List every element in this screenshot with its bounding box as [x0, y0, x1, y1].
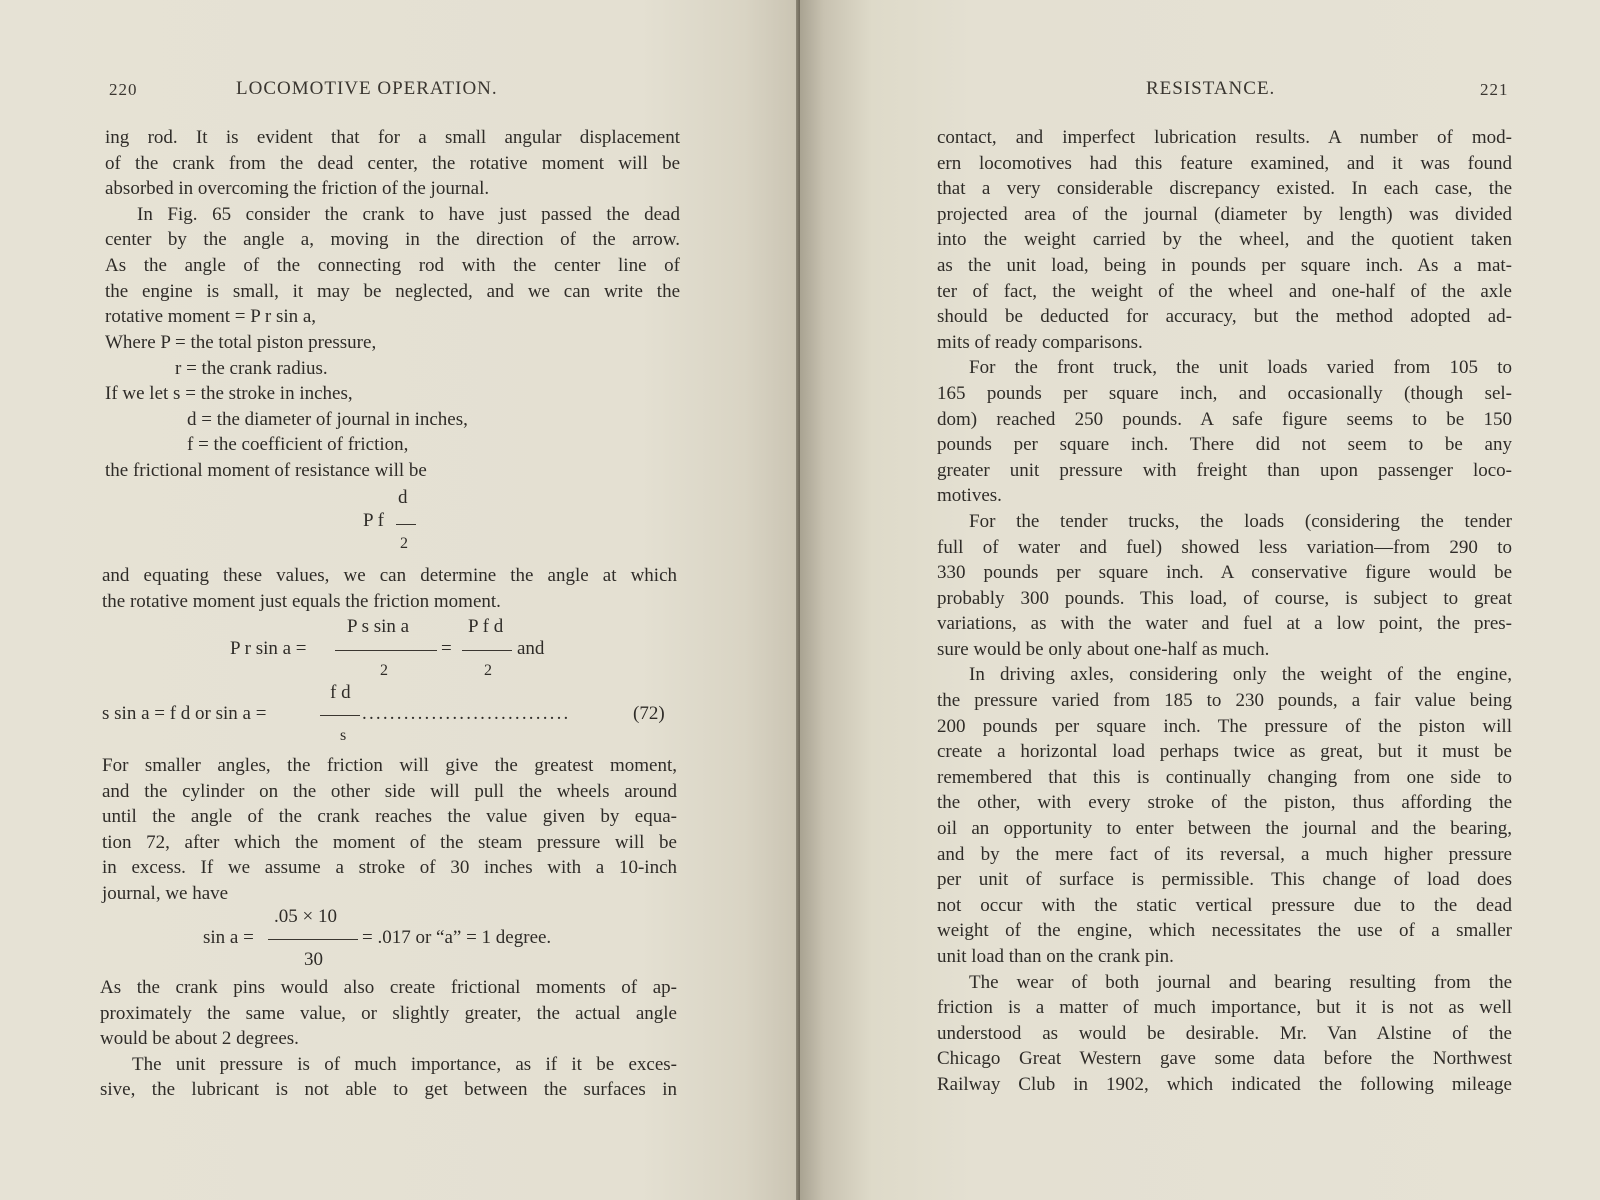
text-line: rotative moment = P r sin a, [105, 306, 317, 328]
text-line: contact, and imperfect lubrication results. A number of mod- [937, 127, 1512, 148]
text-line: friction is a matter of much importance, but it is not as well [937, 997, 1512, 1019]
formula4-rhs: = .017 or “a” = 1 degree. [362, 927, 552, 948]
left-page-number: 220 [109, 80, 138, 99]
formula2-denominator-1: 2 [380, 662, 388, 679]
text-line: For smaller angles, the friction will give the greatest moment, [102, 755, 677, 776]
text-line: per unit of surface is permissible. This change of load does [937, 869, 1512, 891]
definition-line: d = the diameter of journal in inches, [187, 408, 468, 430]
formula4-denominator: 30 [304, 949, 323, 970]
text-line: would be about 2 degrees. [100, 1028, 299, 1050]
formula2-fraction-bar-2 [462, 650, 512, 651]
text-line: into the weight carried by the wheel, and the quotient taken [937, 229, 1512, 251]
text-line: full of water and fuel) showed less variation—from 290 to [937, 536, 1512, 558]
formula2-equals: = [441, 638, 452, 659]
text-line: and by the mere fact of its reversal, a much higher pressure [937, 843, 1512, 865]
text-line: and the cylinder on the other side will pull the wheels around [102, 780, 677, 802]
text-line: weight of the engine, which necessitates the use of a smaller [937, 920, 1512, 942]
text-line: 165 pounds per square inch, and occasionally (though sel- [937, 382, 1512, 404]
formula4-fraction-bar [268, 939, 358, 940]
text-line: The unit pressure is of much importance, as if it be exces- [132, 1053, 677, 1075]
text-line: should be deducted for accuracy, but the method adopted ad- [937, 306, 1512, 328]
text-line: understood as would be desirable. Mr. Van Alstine of the [937, 1022, 1512, 1044]
left-text-block-3 [102, 753, 677, 907]
formula2-lhs: P r sin a = [230, 638, 307, 659]
right-running-head: RESISTANCE. [1146, 78, 1276, 99]
text-line: the pressure varied from 185 to 230 pounds, a fair value being [937, 690, 1512, 712]
formula3-numerator: f d [330, 682, 351, 703]
text-line: ing rod. It is evident that for a small angular displacement [105, 127, 680, 148]
text-line: sive, the lubricant is not able to get between the surfaces in [100, 1079, 677, 1101]
text-line: absorbed in overcoming the friction of the journal. [105, 178, 490, 200]
left-text-block-2 [102, 563, 677, 614]
text-line: Railway Club in 1902, which indicated the following mileage [937, 1073, 1512, 1095]
text-line: For the tender trucks, the loads (considering the tender [969, 510, 1512, 532]
formula1-lead: P f [363, 510, 384, 531]
left-text-block-1 [105, 125, 680, 330]
text-line: mits of ready comparisons. [937, 331, 1143, 353]
text-line: proximately the same value, or slightly greater, the actual angle [100, 1002, 677, 1024]
formula1-fraction-bar [396, 524, 416, 525]
formula4-numerator: .05 × 10 [274, 906, 337, 927]
text-line: until the angle of the crank reaches the value given by equa- [102, 806, 677, 828]
definition-line: f = the coefficient of friction, [187, 434, 409, 456]
definition-line: If we let s = the stroke in inches, [105, 383, 353, 405]
text-line: and equating these values, we can determine the angle at which [102, 565, 677, 586]
text-line: In driving axles, considering only the weight of the engine, [969, 664, 1512, 686]
text-line: oil an opportunity to enter between the journal and the bearing, [937, 818, 1512, 840]
formula4-lhs: sin a = [203, 927, 254, 948]
formula2-numerator-1: P s sin a [347, 616, 410, 637]
formula3-lhs: s sin a = f d or sin a = [102, 703, 267, 724]
text-line: 330 pounds per square inch. A conservative figure would be [937, 562, 1512, 584]
equation-number-72: (72) [633, 703, 665, 724]
text-line: In Fig. 65 consider the crank to have just passed the dead [137, 203, 680, 225]
right-page [800, 0, 1600, 1200]
text-line: projected area of the journal (diameter by length) was divided [937, 203, 1512, 225]
text-line: journal, we have [102, 882, 229, 904]
text-line: that a very considerable discrepancy existed. In each case, the [937, 178, 1512, 200]
text-line: unit load than on the crank pin. [937, 946, 1174, 967]
text-line: 200 pounds per square inch. The pressure of the piston will [937, 715, 1512, 737]
text-line: Chicago Great Western gave some data before the Northwest [937, 1048, 1512, 1070]
text-line: ter of fact, the weight of the wheel and one-half of the axle [937, 280, 1512, 302]
definition-line: Where P = the total piston pressure, [105, 332, 377, 353]
formula2-denominator-2: 2 [484, 662, 492, 679]
text-line: For the front truck, the unit loads varied from 105 to [969, 357, 1512, 379]
formula1-numerator: d [398, 487, 408, 508]
text-line: the other, with every stroke of the piston, thus affording the [937, 792, 1512, 814]
text-line: the rotative moment just equals the friction moment. [102, 590, 501, 612]
formula2-numerator-2: P f d [468, 616, 504, 637]
right-page-number: 221 [1480, 80, 1509, 99]
text-line: as the unit load, being in pounds per square inch. As a mat- [937, 254, 1512, 276]
text-line: As the crank pins would also create frictional moments of ap- [100, 977, 677, 998]
text-line: greater unit pressure with freight than upon passenger loco- [937, 459, 1512, 481]
text-line: create a horizontal load perhaps twice as great, but it must be [937, 741, 1512, 763]
definition-line: the frictional moment of resistance will be [105, 459, 427, 481]
formula2-tail: and [517, 638, 545, 659]
formula2-fraction-bar-1 [335, 650, 437, 651]
text-line: center by the angle a, moving in the direction of the arrow. [105, 229, 680, 251]
text-line: pounds per square inch. There did not seem to be any [937, 434, 1512, 456]
text-line: As the angle of the connecting rod with the center line of [105, 254, 680, 276]
text-line: variations, as with the water and fuel at a low point, the pres- [937, 613, 1512, 635]
text-line: of the crank from the dead center, the rotative moment will be [105, 152, 680, 174]
formula1-denominator: 2 [400, 535, 408, 552]
formula3-fraction-bar [320, 715, 360, 716]
text-line: the engine is small, it may be neglected, and we can write the [105, 280, 680, 302]
text-line: ern locomotives had this feature examined, and it was found [937, 152, 1512, 174]
text-line: sure would be only about one-half as much. [937, 638, 1270, 660]
formula3-denominator: s [340, 727, 347, 744]
text-line: not occur with the static vertical pressure due to the dead [937, 894, 1512, 916]
text-line: dom) reached 250 pounds. A safe figure seems to be 150 [937, 408, 1512, 430]
text-line: in excess. If we assume a stroke of 30 inches with a 10-inch [102, 857, 677, 879]
text-line: remembered that this is continually changing from one side to [937, 766, 1512, 788]
text-line: probably 300 pounds. This load, of course, is subject to great [937, 587, 1512, 609]
definition-line: r = the crank radius. [175, 357, 328, 379]
left-running-head: LOCOMOTIVE OPERATION. [236, 78, 498, 99]
text-line: motives. [937, 485, 1002, 507]
right-text-block [937, 125, 1512, 1098]
text-line: tion 72, after which the moment of the steam pressure will be [102, 831, 677, 853]
definitions-block [105, 330, 665, 484]
formula3-leader: .............................. [362, 703, 571, 724]
left-text-block-4 [100, 975, 677, 1103]
text-line: The wear of both journal and bearing resulting from the [969, 971, 1512, 993]
